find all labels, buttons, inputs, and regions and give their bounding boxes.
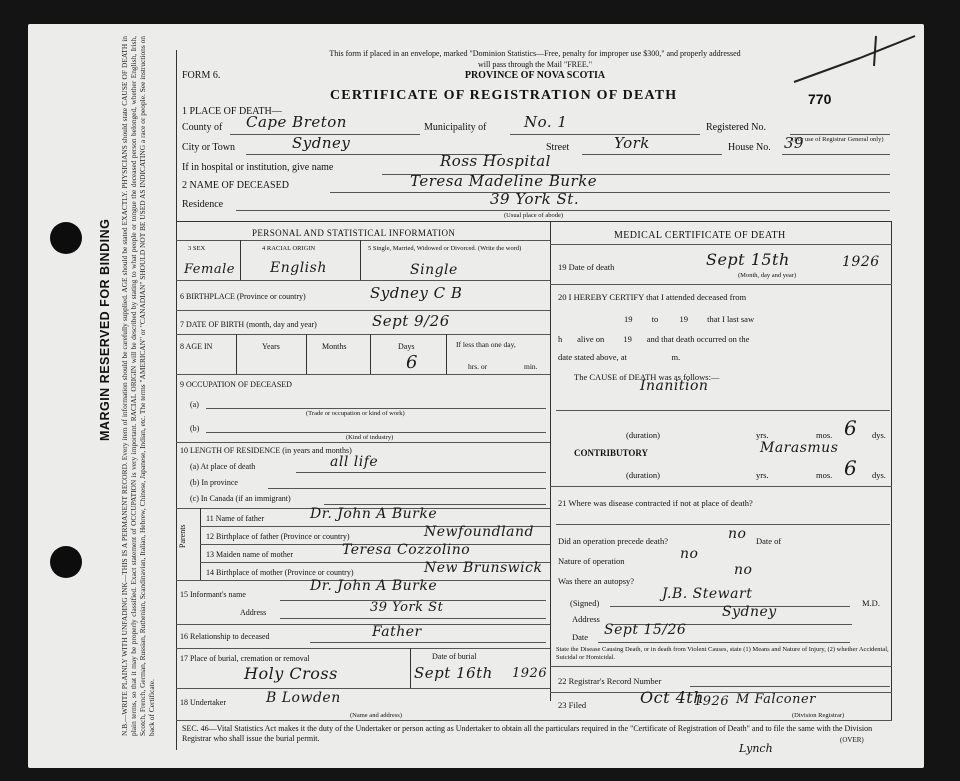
binding-hole — [50, 546, 82, 578]
division-registrar-value: M Falconer — [736, 692, 816, 707]
filed-value: Oct 4th — [640, 688, 705, 707]
municipality-value: No. 1 — [524, 113, 568, 131]
form-number: FORM 6. — [182, 70, 221, 81]
residence-label: Residence — [182, 199, 224, 210]
months-divider — [370, 334, 371, 374]
death-date-label: 19 Date of death — [558, 262, 615, 272]
envelope-note-line: will pass through the Mail "FREE." — [477, 60, 593, 69]
nature-value: no — [680, 546, 699, 562]
contrib-days-value: 6 — [844, 456, 858, 480]
cause-label: The CAUSE of DEATH was as follows:— — [574, 372, 720, 382]
dob-label: 7 DATE OF BIRTH (month, day and year) — [180, 320, 317, 329]
division-registrar-note: (Division Registrar) — [792, 712, 845, 719]
sex-value: Female — [184, 262, 235, 277]
father-value: Dr. John A Burke — [310, 506, 438, 522]
nature-label: Nature of operation — [558, 556, 625, 566]
street-label: Street — [546, 142, 570, 153]
race-divider — [360, 240, 361, 280]
date-stated-label: date stated above, at m. — [558, 352, 681, 362]
duration-label: (duration) — [626, 430, 660, 440]
race-label: 4 RACIAL ORIGIN — [262, 245, 316, 252]
in-canada-label: (c) In Canada (if an immigrant) — [190, 494, 291, 503]
registrar-note: (For use of Registrar General only) — [792, 136, 884, 143]
certificate-title: CERTIFICATE OF REGISTRATION OF DEATH — [330, 88, 678, 103]
contrib-yrs-label: yrs. — [756, 470, 769, 480]
burial-date-label: Date of burial — [432, 652, 477, 661]
days-value: 6 — [406, 352, 418, 373]
signed-label: (Signed) — [570, 598, 600, 608]
sex-label: 3 SEX — [188, 245, 206, 252]
medical-heading: MEDICAL CERTIFICATE OF DEATH — [614, 230, 786, 241]
burial-label: 17 Place of burial, cremation or removal — [180, 654, 310, 663]
informant-value: Dr. John A Burke — [310, 578, 438, 594]
deceased-name-label: 2 NAME OF DECEASED — [182, 180, 289, 191]
md-label: M.D. — [862, 598, 880, 608]
duration-days-value: 6 — [844, 416, 858, 440]
physician-address-value: Sydney — [722, 604, 777, 620]
attended-dates-label: 19 to 19 that I last saw — [624, 314, 755, 324]
informant-label: 15 Informant's name — [180, 590, 246, 599]
informant-address-label: Address — [240, 608, 267, 617]
residence-value: 39 York St. — [490, 190, 580, 208]
street-value: York — [614, 134, 650, 152]
occupation-b-label: (b) — [190, 424, 200, 433]
marital-label: 5 Single, Married, Widowed or Divorced. (Write the word) — [368, 245, 522, 252]
min-label: min. — [524, 362, 538, 371]
margin-instructions: N.B.—WRITE PLAINLY WITH UNFADING INK—THIS IS A PERMANENT RECORD. Every item of information should be carefully supplied. AGE should be stated EXACTLY. PHYSICIANS should state CAUSE OF DEATH in plain terms, so that it may be properly classified. Exact statement of OCCUPATION is very important. RACIAL ORIGIN will be described by stating to what people or tongue the deceased person belonged, whether English, Irish, Scotch, French, German, Russian, Ruthenian, Scandinavian, Italian, Hebrew, Chinese, Japanese, Indian, etc. The terms "AMERICAN" or "CANADIAN" SHOULD NOT BE USED AS INDICATING a race or people. See instructions on back of Certificate. — [120, 36, 156, 736]
relationship-label: 16 Relationship to deceased — [180, 632, 270, 641]
parents-label: Parents — [178, 524, 187, 548]
operation-date-label: Date of — [756, 536, 782, 546]
contracted-label: 21 Where was disease contracted if not at place of death? — [558, 498, 753, 508]
mos-label: mos. — [816, 430, 833, 440]
at-place-value: all life — [330, 454, 379, 470]
cause-value: Inanition — [640, 378, 709, 394]
occupation-a-note: (Trade or occupation or kind of work) — [306, 410, 405, 417]
alive-on-label: h alive on 19 and that death occurred on the — [558, 334, 750, 344]
sec46-note: SEC. 46—Vital Statistics Act makes it the duty of the Undertaker or person acting as Undertaker to obtain all the particulars required in the "Certificate of Registration of Death" and to file the same with the Division Registrar who shall issue the burial permit. — [182, 724, 873, 743]
dob-value: Sept 9/26 — [372, 312, 450, 330]
undertaker-note: (Name and address) — [350, 712, 402, 719]
at-place-label: (a) At place of death — [190, 462, 256, 471]
sex-divider — [240, 240, 241, 280]
county-value: Cape Breton — [246, 113, 347, 131]
undertaker-value: B Lowden — [266, 690, 341, 706]
contrib-duration-label: (duration) — [626, 470, 660, 480]
occupation-a-label: (a) — [190, 400, 199, 409]
column-divider — [550, 221, 551, 701]
dys-label: dys. — [872, 430, 886, 440]
death-date-note: (Month, day and year) — [738, 272, 797, 279]
contributory-value: Marasmus — [760, 440, 839, 456]
contrib-dys-label: dys. — [872, 470, 886, 480]
binding-hole — [50, 222, 82, 254]
county-label: County of — [182, 122, 223, 133]
autopsy-value: no — [734, 562, 753, 578]
burial-divider — [410, 648, 411, 688]
place-of-death-label: 1 PLACE OF DEATH— — [182, 106, 282, 117]
autopsy-label: Was there an autopsy? — [558, 576, 635, 586]
filed-year-value: 1926 — [694, 694, 730, 709]
father-label: 11 Name of father — [206, 514, 265, 523]
registered-no-label: Registered No. — [706, 122, 766, 133]
in-province-label: (b) In province — [190, 478, 238, 487]
residence-length-label: 10 LENGTH OF RESIDENCE (in years and months) — [180, 446, 352, 455]
less-day-label: If less than one day, — [456, 340, 516, 349]
province-heading: PROVINCE OF NOVA SCOTIA — [464, 70, 606, 81]
mother-birthplace-value: New Brunswick — [424, 560, 543, 576]
sign-date-label: Date — [572, 632, 589, 642]
deceased-name-value: Teresa Madeline Burke — [410, 172, 598, 190]
birthplace-label: 6 BIRTHPLACE (Province or country) — [180, 292, 306, 301]
city-value: Sydney — [292, 134, 351, 152]
violent-cause-note: State the Disease Causing Death, or in death from Violent Causes, state (1) Means and Nature of Injury, (2) whether Accidental, Suicidal or Homicidal. — [556, 646, 889, 661]
father-birthplace-label: 12 Birthplace of father (Province or country) — [206, 532, 350, 541]
age-divider — [236, 334, 237, 374]
age-label: 8 AGE IN — [180, 342, 213, 351]
occupation-b-note: (Kind of industry) — [346, 434, 394, 441]
months-label: Months — [322, 342, 347, 351]
father-birthplace-value: Newfoundland — [424, 524, 534, 540]
burial-date-value: Sept 16th — [414, 664, 493, 682]
days-label: Days — [398, 342, 415, 351]
undertaker-label: 18 Undertaker — [180, 698, 226, 707]
occupation-label: 9 OCCUPATION OF DECEASED — [180, 380, 292, 389]
hospital-value: Ross Hospital — [440, 152, 551, 170]
death-date-value: Sept 15th — [706, 250, 790, 269]
mother-birthplace-label: 14 Birthplace of mother (Province or country) — [206, 568, 354, 577]
check-mark-icon — [790, 28, 920, 88]
contrib-mos-label: mos. — [816, 470, 833, 480]
residence-note: (Usual place of abode) — [504, 212, 564, 219]
informant-address-value: 39 York St — [370, 600, 444, 615]
hospital-label: If in hospital or institution, give name — [182, 162, 334, 173]
death-year-value: 1926 — [842, 254, 880, 270]
marital-value: Single — [410, 262, 458, 278]
relationship-value: Father — [372, 624, 422, 640]
years-label: Years — [262, 342, 280, 351]
envelope-note — [180, 48, 890, 81]
sign-date-value: Sept 15/26 — [604, 622, 687, 638]
hrs-label: hrs. or — [468, 362, 488, 371]
house-no-label: House No. — [728, 142, 771, 153]
margin-title: MARGIN RESERVED FOR BINDING — [98, 218, 112, 442]
birthplace-value: Sydney C B — [370, 284, 463, 302]
yrs-label: yrs. — [756, 430, 769, 440]
mother-label: 13 Maiden name of mother — [206, 550, 294, 559]
envelope-note-line: This form if placed in an envelope, marked "Dominion Statistics—Free, penalty for improper use $300," and properly addressed — [329, 49, 741, 58]
race-value: English — [270, 260, 327, 276]
municipality-label: Municipality of — [424, 122, 487, 133]
operation-value: no — [728, 526, 747, 542]
record-number-label: 22 Registrar's Record Number — [558, 676, 662, 686]
personal-heading: PERSONAL AND STATISTICAL INFORMATION — [252, 228, 456, 238]
physician-address-label: Address — [572, 614, 600, 624]
operation-label: Did an operation precede death? — [558, 536, 668, 546]
signed-value: J.B. Stewart — [662, 586, 753, 602]
certificate-number: 770 — [808, 91, 832, 107]
mother-value: Teresa Cozzolino — [342, 542, 471, 558]
years-divider — [306, 334, 307, 374]
contributory-label: CONTRIBUTORY — [574, 448, 649, 458]
certify-label: 20 I HEREBY CERTIFY that I attended deceased from — [558, 292, 747, 302]
over-label: (OVER) — [840, 736, 864, 744]
days-divider — [446, 334, 447, 374]
house-no-value: 39 — [784, 134, 805, 152]
city-label: City or Town — [182, 142, 236, 153]
burial-year-value: 1926 — [512, 666, 548, 681]
filed-label: 23 Filed — [558, 700, 587, 710]
clerk-initials: Lynch — [739, 742, 773, 755]
burial-value: Holy Cross — [244, 664, 338, 683]
